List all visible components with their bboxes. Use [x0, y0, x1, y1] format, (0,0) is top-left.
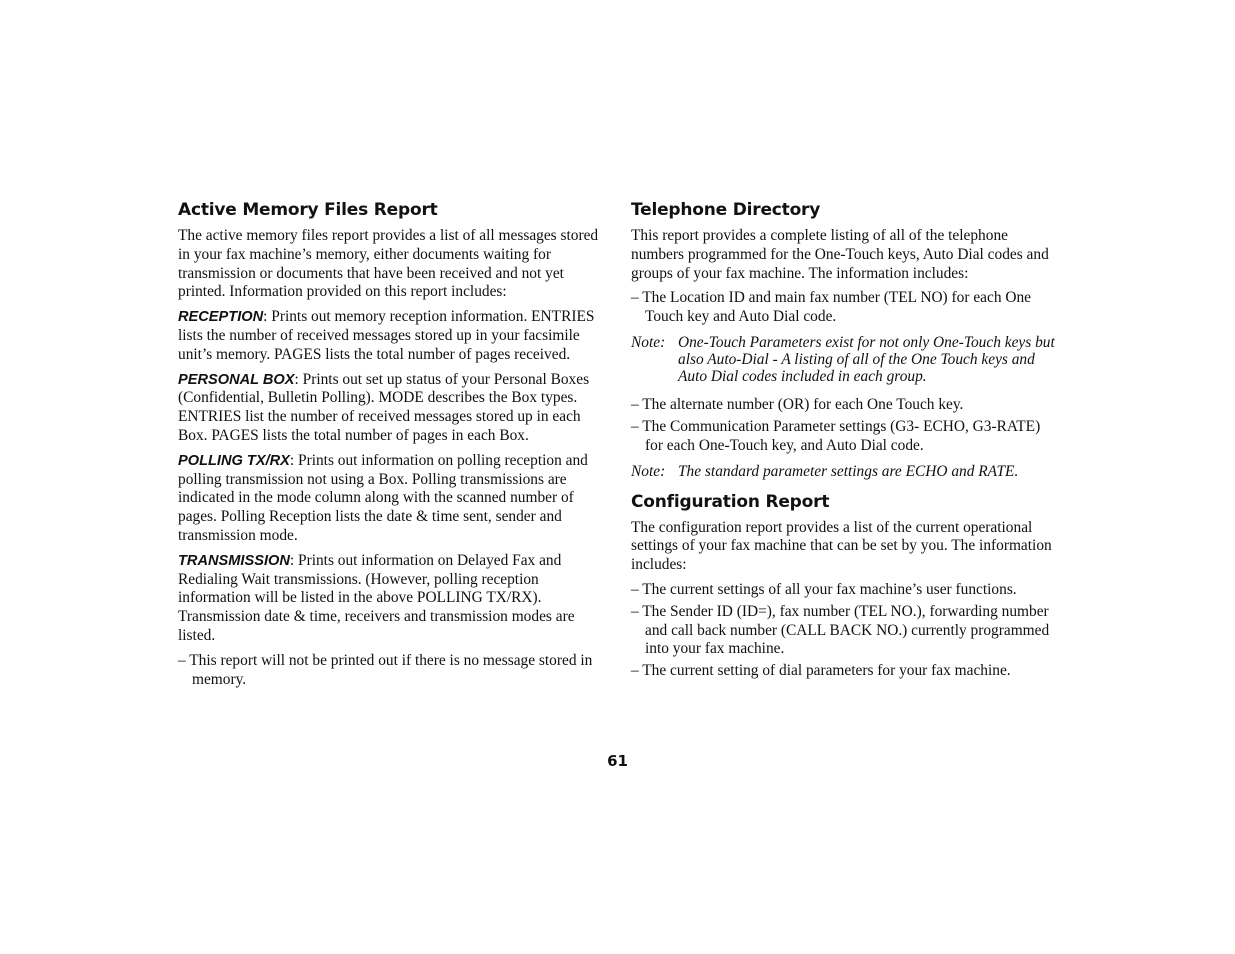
- polling-paragraph: [178, 452, 603, 546]
- configuration-report-heading: Configuration Report: [631, 491, 830, 512]
- user-functions-bullet: – The current settings of all your fax machine’s user functions.: [631, 580, 1017, 598]
- polling-text: : Prints out information on polling reception and polling transmission not using a Box. Polling transmissions are indicated in the mode column along with the scanned number of pages. Polling Reception lists the date & time sent, sender and transmission mode.: [178, 451, 588, 544]
- reception-paragraph: [178, 308, 603, 364]
- personal-box-term: PERSONAL BOX: [178, 371, 295, 388]
- polling-term: POLLING TX/RX: [178, 452, 290, 469]
- reception-term: RECEPTION: [178, 309, 264, 326]
- one-touch-note: [631, 335, 1056, 385]
- location-id-bullet: – The Location ID and main fax number (TEL NO) for each One Touch key and Auto Dial code.: [631, 289, 1032, 326]
- personal-box-text: : Prints out set up status of your Personal Boxes (Confidential, Bulletin Polling). MODE describes the Box types. ENTRIES list the number of received messages stored up in each Box. PAGES lists the total number of pages in each Box.: [178, 370, 590, 444]
- note-text: One-Touch Parameters exist for not only One-Touch keys but also Auto-Dial - A listing of all of the One Touch keys and Auto Dial codes included in each group.: [678, 333, 1055, 385]
- right-column: [631, 200, 1056, 684]
- alternate-number-bullet: – The alternate number (OR) for each One Touch key.: [631, 396, 964, 414]
- transmission-text: : Prints out information on Delayed Fax and Redialing Wait transmissions. (However, polling reception information will be listed in the above POLLING TX/RX). Transmission date & time, receivers and transmission modes are listed.: [178, 551, 575, 644]
- communication-parameter-bullet: – The Communication Parameter settings (G3- ECHO, G3-RATE) for each One-Touch key, and Auto Dial code.: [631, 418, 1041, 454]
- dial-parameters-bullet: – The current setting of dial parameters for your fax machine.: [631, 662, 1011, 680]
- note-label: Note:: [631, 462, 666, 480]
- page-number: 61: [607, 752, 628, 770]
- memory-bullet: – This report will not be printed out if there is no message stored in memory.: [178, 651, 593, 688]
- standard-parameter-note: [631, 464, 1056, 481]
- transmission-term: TRANSMISSION: [178, 552, 290, 569]
- active-memory-intro: The active memory files report provides a list of all messages stored in your fax machine’s memory, either documents waiting for transmission or documents that have been received and not yet printed. Information provided on this report includes:: [178, 227, 599, 301]
- transmission-paragraph: [178, 552, 603, 646]
- note-text: The standard parameter settings are ECHO and RATE.: [678, 462, 1019, 480]
- telephone-directory-intro: This report provides a complete listing of all of the telephone numbers programmed for the One-Touch keys, Auto Dial codes and groups of your fax machine. The information includes:: [631, 227, 1049, 282]
- personal-box-paragraph: [178, 371, 603, 446]
- configuration-report-intro: The configuration report provides a list of the current operational settings of your fax machine that can be set by you. The information includes:: [631, 518, 1052, 574]
- sender-id-bullet: – The Sender ID (ID=), fax number (TEL NO.), forwarding number and call back number (CALL BACK NO.) currently programmed into your fax machine.: [631, 602, 1050, 658]
- left-column: [178, 200, 603, 692]
- reception-text: : Prints out memory reception information. ENTRIES lists the number of received messages stored up in your facsimile unit’s memory. PAGES lists the total number of pages received.: [178, 308, 595, 363]
- telephone-directory-heading: Telephone Directory: [631, 200, 821, 220]
- note-label: Note:: [631, 333, 666, 351]
- active-memory-heading: Active Memory Files Report: [178, 200, 438, 220]
